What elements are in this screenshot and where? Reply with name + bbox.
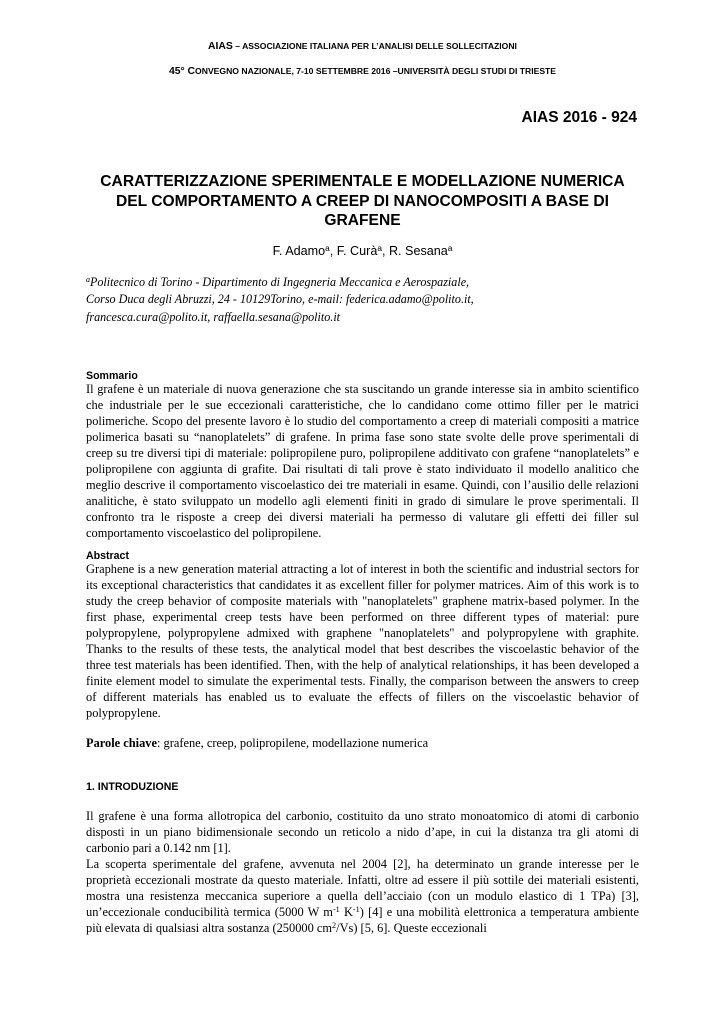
header-congress-start: 45° C	[168, 66, 196, 77]
author-separator: ,	[329, 244, 337, 258]
affiliation-mark: a	[325, 243, 330, 254]
affiliation-text: Politecnico di Torino - Dipartimento di Ingegneria Meccanica e Aerospaziale,	[89, 275, 470, 289]
conference-header-line1	[0, 41, 725, 52]
exponent: 2	[332, 921, 337, 931]
keywords-line	[86, 736, 639, 751]
affiliation-line: francesca.cura@polito.it, raffaella.sesana@polito.it	[86, 309, 341, 324]
sommario-heading: Sommario	[86, 370, 138, 382]
intro-text: K	[339, 904, 353, 919]
paper-code: AIAS 2016 - 924	[521, 109, 637, 126]
conference-header-line2	[0, 66, 725, 77]
sommario-text: Il grafene è un materiale di nuova generazione che sta suscitando un grande interesse sia in ambito scientifico che industriale per le sue eccezionali caratteristiche, che lo candidano come ottimo filler per le matrici polimeriche. Scopo del presente lavoro è lo studio del comportamento a creep di materiali compositi a matrice polimerica basati su “nanoplatelets” di grafene. In prima fase sono state svolte delle prove sperimentali di creep su tre diversi tipi di materiale: polipropilene puro, polipropilene additivato con grafene “nanoplatelets” e polipropilene con aggiunta di grafite. Dai risultati di tali prove è stato individuato il modello analitico che meglio descrive il comportamento viscoelastico dei tre materiali in esame. Quindi, con l’ausilio delle relazioni analitiche, è stato sviluppato un modello agli elementi finiti in grado di simulare le prove sperimentali. Il confronto tra le risposte a creep dei diversi materiali ha permesso di valutare gli effetti dei filler sul comportamento viscoelastico del polipropilene.	[86, 382, 639, 540]
author-list	[0, 244, 725, 258]
affiliation-mark: a	[447, 243, 453, 254]
abstract-text: Graphene is a new generation material attracting a lot of interest in both the scientific and industrial sectors for its exceptional characteristics that candidates it as excellent filler for polymer matrices. Aim of this work is to study the creep behavior of composite materials with "nanoplatelets" graphene matrix-based polymer. In the first phase, experimental creep tests have been performed on three different types of material: pure polypropylene, polypropylene admixed with graphene "nanoplatelets" and polypropylene with graphite. Thanks to the results of these tests, the analytical model that best describes the viscoelastic behavior of the three test materials has been identified. Then, with the help of analytical relationships, it has been developed a finite element model to simulate the experimental tests. Finally, the comparison between the answers to creep of different materials has enabled us to evaluate the effects of fillers on the viscoelastic behavior of polypropylene.	[86, 562, 639, 720]
section-heading-introduzione: 1. INTRODUZIONE	[86, 781, 179, 793]
intro-paragraph-1: Il grafene è una forma allotropica del carbonio, costituito da uno strato monoatomico di atomi di carbonio disposti in un piano bidimensionale secondo un reticolo a nido d’ape, in cui la distanza tra gli atomi di carbonio pari a 0.142 nm [1].	[86, 809, 639, 855]
keywords-text: : grafene, creep, polipropilene, modellazione numerica	[157, 736, 429, 750]
header-acronym: AIAS	[208, 41, 233, 52]
author-name: F. Curà	[336, 244, 378, 258]
author-name: R. Sesana	[388, 244, 448, 258]
paper-title: CARATTERIZZAZIONE SPERIMENTALE E MODELLAZIONE NUMERICA DEL COMPORTAMENTO A CREEP DI NANOCOMPOSITI A BASE DI GRAFENE	[100, 173, 625, 229]
intro-text: ) [4] e una mobilità elettronica a temperatura ambiente più elevata di qualsiasi altra sostanza (250000 cm	[86, 904, 640, 935]
affiliation-mark: a	[377, 243, 382, 254]
author-separator: ,	[381, 244, 389, 258]
affiliation-mark: a	[86, 275, 90, 285]
affiliation-line	[86, 274, 646, 291]
header-association: – ASSOCIAZIONE ITALIANA PER L’ANALISI DELLE SOLLECITAZIONI	[232, 41, 517, 51]
intro-paragraph-2	[86, 857, 639, 937]
keywords-label: Parole chiave	[86, 736, 157, 750]
intro-text: La scoperta sperimentale del grafene, avvenuta nel 2004 [2], ha determinato un grande interesse per le proprietà eccezionali mostrate da questo materiale. Infatti, oltre ad essere il più sottile dei materiali esistenti, mostra una resistenza meccanica superiore a quella dell’acciaio (con un modulo elastico di 1 TPa) [3], un’eccezionale conducibilità termica (5000 W m	[86, 857, 639, 919]
exponent: -1	[352, 905, 360, 915]
header-congress-rest: ONVEGNO NAZIONALE, 7-10 SETTEMBRE 2016 –UNIVERSITÀ DEGLI STUDI DI TRIESTE	[195, 66, 557, 76]
exponent: -1	[332, 905, 340, 915]
affiliation-line: Corso Duca degli Abruzzi, 24 - 10129Torino, e-mail: federica.adamo@polito.it,	[86, 292, 474, 307]
affiliation-block	[86, 274, 646, 326]
intro-text: /Vs) [5, 6]. Queste eccezionali	[336, 920, 487, 935]
author-name: F. Adamo	[272, 244, 326, 258]
abstract-heading: Abstract	[86, 550, 129, 562]
